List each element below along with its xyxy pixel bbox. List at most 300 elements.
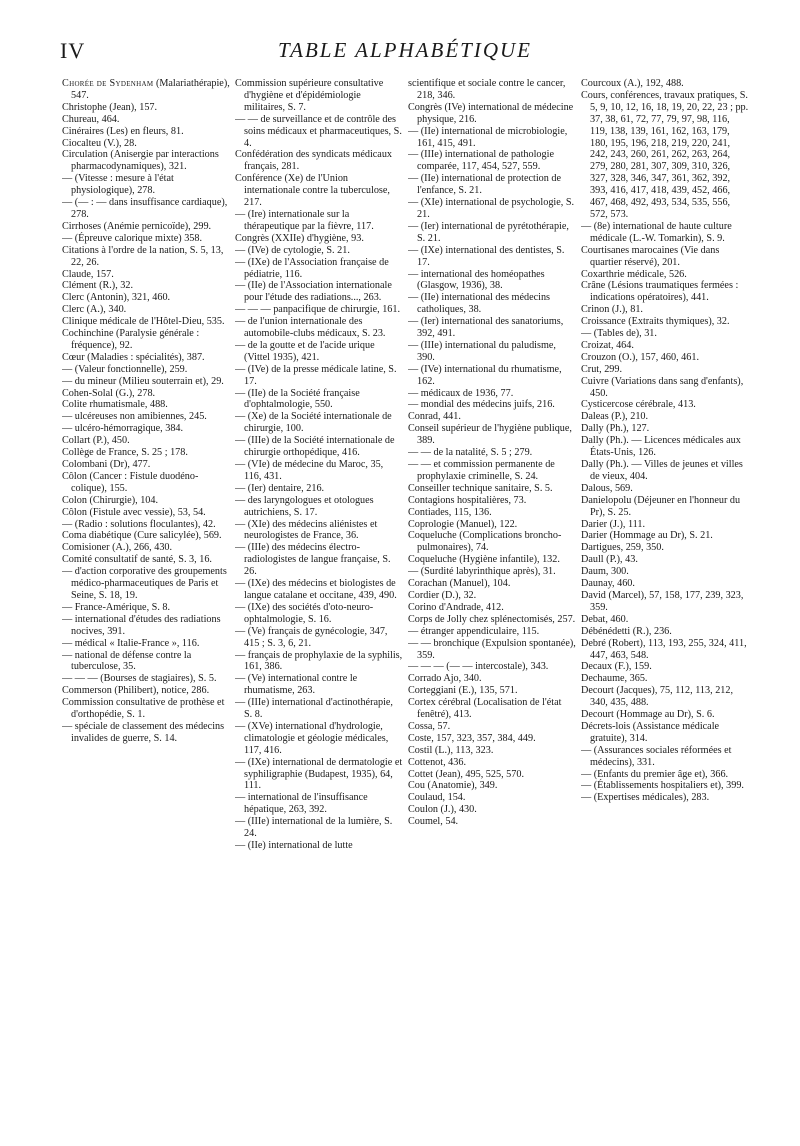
index-entry [581,792,749,804]
entry-text: Cohen-Solal (G.), 278. [62,387,156,399]
entry-text: Côlon (Fistule avec vessie), 53, 54. [62,506,206,518]
entry-text: Decourt (Jacques), 75, 112, 113, 212, 340, 435, 488. [581,685,734,709]
entry-text: Corrado Ajo, 340. [408,673,482,685]
entry-text: — (Épreuve calorique mixte) 358. [62,232,203,244]
entry-text: Colite rhumatismale, 488. [62,399,168,411]
index-entry [62,173,230,197]
index-entry [235,542,403,578]
index-entry [62,149,230,173]
index-entry [581,269,749,281]
index-entry [235,435,403,459]
index-entry [581,304,749,316]
entry-text: — (Ve) français de gynécologie, 347, 415 ; S. 3, 6, 21. [235,625,388,649]
entry-text: Coste, 157, 323, 357, 384, 449. [408,732,536,744]
index-entry [581,780,749,792]
index-entry [581,661,749,673]
index-entry [235,673,403,697]
index-entry [581,280,749,304]
entry-text: — ulcéreuses non amibiennes, 245. [62,411,207,423]
entry-text: — médicaux de 1936, 77. [408,387,514,399]
index-entry [235,816,403,840]
entry-text: — (IVe) de cytologie, S. 21. [235,244,350,256]
index-entry [62,411,230,423]
entry-text: — (IIIe) des médecins électro-radiologistes de langue française, S. 26. [235,542,391,578]
index-entry [62,364,230,376]
entry-text: Debré (Robert), 113, 193, 255, 324, 411, 447, 463, 548. [581,637,747,661]
index-entry [581,495,749,519]
entry-text: Daleas (P.), 210. [581,411,649,423]
index-entry [408,221,576,245]
index-entry [408,423,576,447]
entry-text: — étranger appendiculaire, 115. [408,625,540,637]
index-entry [408,602,576,614]
entry-text: Darier (Hommage au Dr), S. 21. [581,530,713,542]
index-entry [408,614,576,626]
entry-text: — (IIIe) de la Société internationale de chirurgie orthopédique, 416. [235,435,395,459]
entry-text: — de l'union internationale des automobile-clubs médicaux, S. 23. [235,316,386,340]
entry-text: — (XIe) des médecins aliénistes et neurologistes de France, 36. [235,518,378,542]
entry-text: Courcoux (A.), 192, 488. [581,78,684,89]
entry-text: Corachan (Manuel), 104. [408,578,511,590]
index-entry [62,507,230,519]
entry-text: — (IIIe) international d'actinothérapie, S. 8. [235,697,393,721]
entry-text: Coprologie (Manuel), 122. [408,518,518,530]
entry-text: — (Établissements hospitaliers et), 399. [581,780,744,792]
index-entry [581,245,749,269]
entry-text: — (IVe) international du rhumatisme, 162. [408,363,562,387]
index-entry [581,483,749,495]
index-entry [408,519,576,531]
index-entry [62,721,230,745]
index-entry [408,721,576,733]
index-entry [581,590,749,614]
entry-text: — (IIe) de l'Association internationale pour l'étude des radiations..., 263. [235,280,392,304]
entry-text: Congrès (XXIIe) d'hygiène, 93. [235,232,364,244]
entry-text: — (Ier) international des sanatoriums, 392, 491. [408,316,564,340]
index-entry [235,578,403,602]
index-entry [62,554,230,566]
entry-text: Debat, 460. [581,613,629,625]
entry-text: Cottenot, 436. [408,756,467,768]
index-entry [408,685,576,697]
index-entry [62,102,230,114]
entry-text: — (IXe) international de dermatologie et syphiligraphie (Budapest, 1935), 64, 111. [235,756,403,792]
index-entry [62,638,230,650]
entry-text: Decourt (Hommage au Dr), S. 6. [581,709,715,721]
index-entry [62,530,230,542]
index-entry [581,352,749,364]
entry-text: Cours, conférences, travaux pratiques, S. 5, 9, 10, 12, 16, 18, 19, 20, 22, 23 ; pp. 37, 38, 61, 72, 77, 79, 97, 98, 116, 119, 138, 139, 161, 162, 163, 179, 180, 195, 196, 218, 219, 220, 241, 242, 243, 260, 261, 262, 263, 264, 279, 280, 281, 307, 309, 310, 326, 327, 328, 346, 347, 361, 362, 392, 393, 416, 417, 418, 439, 452, 466, 467, 468, 492, 493, 534, 535, 556, 572, 573. [581,89,749,220]
entry-text: — France-Amérique, S. 8. [62,601,171,613]
entry-text: — (Ier) dentaire, 216. [235,482,325,494]
index-entry [235,483,403,495]
entry-text: — (IIe) international de microbiologie, 161, 415, 491. [408,125,568,149]
entry-text: Coma diabétique (Cure salicylée), 569. [62,530,222,542]
index-entry [581,376,749,400]
index-entry [581,638,749,662]
entry-text: Cortex cérébral (Localisation de l'état fenêtré), 413. [408,697,562,721]
index-entry [235,245,403,257]
index-entry [62,399,230,411]
index-entry [408,530,576,554]
index-entry [581,554,749,566]
entry-text: — national de défense contre la tuberculose, 35. [62,649,192,673]
entry-text: Collège de France, S. 25 ; 178. [62,447,188,459]
entry-text: — spéciale de classement des médecins invalides de guerre, S. 14. [62,720,225,744]
index-entry [235,519,403,543]
index-entry [235,840,403,852]
entry-text: Coqueluche (Complications broncho-pulmonaires), 74. [408,530,562,554]
index-column-1 [62,78,230,1138]
entry-text: Débénédetti (R.), 236. [581,625,672,637]
index-entry [408,126,576,150]
entry-name: Chorée de Sydenham [62,78,154,89]
index-entry [62,233,230,245]
index-entry [581,721,749,745]
index-entry [62,352,230,364]
index-entry [62,495,230,507]
index-entry [62,602,230,614]
index-entry [235,304,403,316]
index-entry [62,388,230,400]
index-entry [235,78,403,114]
entry-text: Courtisanes marocaines (Vie dans quartier réservé), 201. [581,244,720,268]
index-entry [581,364,749,376]
entry-text: — (IIe) international de protection de l'enfance, S. 21. [408,173,562,197]
index-entry [408,757,576,769]
entry-text: — (Vitesse : mesure à l'état physiologique), 278. [62,173,174,197]
index-entry [62,614,230,638]
index-entry [408,507,576,519]
entry-text: Croissance (Extraits thymiques), 32. [581,316,730,328]
index-entry [235,149,403,173]
index-entry [581,614,749,626]
entry-text: — (Enfants du premier âge et), 366. [581,768,729,780]
index-entry [235,697,403,721]
index-entry [408,459,576,483]
entry-text: — ulcéro-hémorragique, 384. [62,423,184,435]
index-entry [62,114,230,126]
entry-text: Dally (Ph.), 127. [581,423,650,435]
entry-text: — (IXe) de l'Association française de pédiatrie, 116. [235,256,389,280]
entry-text: Cottet (Jean), 495, 525, 570. [408,768,525,780]
index-entry [408,447,576,459]
entry-text: Cysticercose cérébrale, 413. [581,399,696,411]
entry-text: — (IXe) des sociétés d'oto-neuro-ophtalmologie, S. 16. [235,601,374,625]
entry-text: Costil (L.), 113, 323. [408,744,494,756]
index-entry [408,316,576,340]
index-entry [62,423,230,435]
index-entry [235,173,403,209]
index-entry [235,757,403,793]
index-entry [408,554,576,566]
index-entry [62,304,230,316]
index-entry [408,197,576,221]
index-entry [62,685,230,697]
index-entry [62,435,230,447]
index-entry [235,495,403,519]
index-entry [235,233,403,245]
index-entry [581,423,749,435]
index-entry [62,697,230,721]
index-entry [62,138,230,150]
entry-text: Crut, 299. [581,363,623,375]
index-entry [235,650,403,674]
index-entry [581,316,749,328]
entry-text: Corino d'Andrade, 412. [408,601,504,613]
entry-text: — (Xe) de la Société internationale de chirurgie, 100. [235,411,392,435]
entry-text: Cœur (Maladies : spécialités), 387. [62,351,205,363]
index-entry [581,340,749,352]
entry-text: Conseiller technique sanitaire, S. 5. [408,482,553,494]
entry-text: — international des homéopathes (Glasgow, 1936), 38. [408,268,545,292]
entry-text: Commission consultative de prothèse et d'orthopédie, S. 1. [62,697,225,721]
index-entry [581,566,749,578]
index-entry [62,328,230,352]
entry-text: Clinique médicale de l'Hôtel-Dieu, 535. [62,316,225,328]
entry-text: — (Radio : solutions floculantes), 42. [62,518,216,530]
entry-text: Ciocalteu (V.), 28. [62,137,137,149]
index-entry [235,721,403,757]
index-entry [408,804,576,816]
entry-text: Claude, 157. [62,268,114,280]
index-entry [408,245,576,269]
entry-text: Cou (Anatomie), 349. [408,780,498,792]
entry-text: — (IIIe) international de la lumière, S. 24. [235,816,393,840]
index-entry [408,483,576,495]
index-entry [408,102,576,126]
index-entry [581,542,749,554]
index-entry [408,733,576,745]
entry-text: — (IIIe) international du paludisme, 390. [408,339,556,363]
index-entry [408,149,576,173]
index-entry [62,280,230,292]
entry-text: Conrad, 441. [408,411,461,423]
index-entry [62,316,230,328]
entry-text: Dally (Ph.). — Licences médicales aux États-Unis, 126. [581,435,741,459]
entry-text: Corteggiani (E.), 135, 571. [408,685,518,697]
index-entry [581,530,749,542]
index-entry [408,697,576,721]
index-entry [62,519,230,531]
index-column-4 [581,78,749,1138]
index-entry [235,316,403,340]
index-entry [235,459,403,483]
entry-text: — — de surveillance et de contrôle des soins médicaux et pharmaceutiques, S. 4. [235,113,402,149]
entry-text: Cordier (D.), 32. [408,589,477,601]
index-entry [581,769,749,781]
index-entry [235,602,403,626]
index-entry [408,626,576,638]
index-entry [408,566,576,578]
entry-text: — — bronchique (Expulsion spontanée), 359. [408,637,576,661]
entry-text: Cuivre (Variations dans sang d'enfants), 450. [581,375,744,399]
index-entry [62,245,230,269]
entry-text: Confédération des syndicats médicaux français, 281. [235,149,393,173]
index-columns [62,78,752,1138]
index-entry [235,792,403,816]
entry-text: Conseil supérieur de l'hygiène publique, 389. [408,423,572,447]
entry-text: Circulation (Anisergie par interactions pharmacodynamiques), 321. [62,149,219,173]
entry-text: — des laryngologues et otologues autrichiens, S. 17. [235,494,374,518]
entry-text: scientifique et sociale contre le cancer, 218, 346. [408,78,566,101]
entry-text: Chureau, 464. [62,113,120,125]
entry-text: — du mineur (Milieu souterrain et), 29. [62,375,224,387]
entry-text: Commerson (Philibert), notice, 286. [62,685,210,697]
index-entry [62,447,230,459]
index-entry [581,411,749,423]
entry-text: — (XIe) international de psychologie, S. 21. [408,197,575,220]
entry-text: Conférence (Xe) de l'Union internationale contre la tuberculose, 217. [235,173,390,209]
entry-text: Clément (R.), 32. [62,280,134,292]
index-entry [235,411,403,435]
index-entry [62,269,230,281]
entry-text: — (Expertises médicales), 283. [581,792,710,804]
index-entry [408,816,576,828]
entry-text: — — — (Bourses de stagiaires), S. 5. [62,673,217,685]
entry-text: Coqueluche (Hygiène infantile), 132. [408,554,560,566]
entry-text: — (Ire) internationale sur la thérapeutique par la fièvre, 117. [235,208,374,232]
entry-text: Côlon (Cancer : Fistule duodéno-colique), 155. [62,470,199,494]
entry-text: — (IIe) international des médecins catholiques, 38. [408,292,551,316]
entry-text: Christophe (Jean), 157. [62,101,158,113]
entry-text: — (IXe) des médecins et biologistes de langue catalane et occitane, 439, 490. [235,578,397,601]
index-entry [62,459,230,471]
entry-text: — d'action corporative des groupements médico-pharmaceutiques de Paris et Seine, S. 18, 19. [62,566,227,601]
entry-text: Congrès (IVe) international de médecine physique, 216. [408,101,574,125]
index-entry [235,626,403,650]
entry-text: — (IIe) de la Société française d'ophtalmologie, 550. [235,387,360,411]
index-entry [408,388,576,400]
entry-text: — (IXe) international des dentistes, S. 17. [408,244,565,268]
entry-text: Dally (Ph.). — Villes de jeunes et villes de vieux, 404. [581,459,743,482]
index-entry [62,126,230,138]
index-column-3 [408,78,576,1138]
index-entry [581,519,749,531]
entry-text: Décrets-lois (Assistance médicale gratuite), 314. [581,720,720,744]
index-entry [408,399,576,411]
page-header [60,38,750,70]
entry-text: Daum, 300. [581,566,629,578]
entry-text: Commission supérieure consultative d'hygiène et d'épidémiologie militaires, S. 7. [235,78,384,113]
entry-text: Daull (P.), 43. [581,554,638,566]
index-entry [581,745,749,769]
index-entry [581,459,749,483]
index-entry [581,90,749,221]
index-entry [581,221,749,245]
entry-text: Cochinchine (Paralysie générale : fréquence), 92. [62,328,200,351]
index-entry [408,340,576,364]
index-entry [408,745,576,757]
entry-text: Coulaud, 154. [408,792,466,804]
index-entry [581,399,749,411]
index-entry [235,340,403,364]
entry-text: — (VIe) de médecine du Maroc, 35, 116, 431. [235,459,384,482]
index-entry [408,173,576,197]
entry-text: (Malariathérapie), 547. [71,78,230,101]
entry-text: Corps de Jolly chez splénectomisés, 257. [408,613,576,625]
entry-text: Comité consultatif de santé, S. 3, 16. [62,554,212,566]
index-entry [581,578,749,590]
entry-text: Clerc (A.), 340. [62,304,127,316]
entry-text: Darier (J.), 111. [581,518,646,530]
entry-text: Dartigues, 259, 350. [581,542,664,554]
index-entry [235,209,403,233]
entry-text: Contagions hospitalières, 73. [408,494,527,506]
index-entry [408,495,576,507]
entry-text: Coulon (J.), 430. [408,804,477,816]
entry-text: Daunay, 460. [581,578,635,590]
index-entry [62,673,230,685]
index-entry [235,257,403,281]
entry-text: Comisioner (A.), 266, 430. [62,542,173,554]
entry-text: — — — (— — intercostale), 343. [408,661,549,673]
entry-text: — international de l'insuffisance hépatique, 263, 392. [235,792,368,816]
entry-text: Colon (Chirurgie), 104. [62,494,159,506]
index-entry [62,542,230,554]
entry-text: — (Assurances sociales réformées et médecins), 331. [581,744,732,768]
entry-text: Crinon (J.), 81. [581,304,643,316]
entry-text: — (8e) international de haute culture médicale (L.-W. Tomarkin), S. 9. [581,220,732,244]
index-entry [235,388,403,412]
entry-text: — (Tables de), 31. [581,328,657,340]
index-entry [581,673,749,685]
index-entry [62,78,230,102]
index-entry [408,292,576,316]
entry-text: Colombani (Dr), 477. [62,459,151,470]
entry-text: Cossa, 57. [408,720,451,732]
entry-text: Cinéraires (Les) en fleurs, 81. [62,125,184,137]
entry-text: — — de la natalité, S. 5 ; 279. [408,447,533,459]
entry-text: Collart (P.), 450. [62,435,130,447]
index-entry [581,685,749,709]
entry-text: — (XVe) international d'hydrologie, climatologie et géologie médicales, 117, 416. [235,720,389,756]
index-entry [62,376,230,388]
entry-text: Contiades, 115, 136. [408,506,492,518]
entry-text: David (Marcel), 57, 158, 177, 239, 323, 359. [581,589,744,613]
index-entry [581,709,749,721]
index-entry [408,780,576,792]
index-entry [408,792,576,804]
entry-text: — français de prophylaxie de la syphilis, 161, 386. [235,649,403,673]
index-entry [235,364,403,388]
index-entry [408,590,576,602]
entry-text: — (IIIe) international de pathologie comparée, 117, 454, 527, 559. [408,149,554,173]
entry-text: Cirrhoses (Anémie pernicoïde), 299. [62,220,212,232]
entry-text: Citations à l'ordre de la nation, S. 5, 13, 22, 26. [62,244,224,268]
index-entry [408,364,576,388]
index-entry [581,626,749,638]
entry-text: — (IIe) international de lutte [235,840,353,851]
entry-text: — de la goutte et de l'acide urique (Vittel 1935), 421. [235,339,375,363]
entry-text: Danielopolu (Déjeuner en l'honneur du Pr), S. 25. [581,494,741,518]
entry-text: Dalous, 569. [581,482,633,494]
entry-text: Coxarthrie médicale, 526. [581,268,687,280]
index-entry [408,78,576,102]
entry-text: Decaux (F.), 159. [581,661,652,673]
entry-text: Coumel, 54. [408,816,459,828]
entry-text: — international d'études des radiations nocives, 391. [62,613,221,637]
entry-text: Crâne (Lésions traumatiques fermées : indications opératoires), 441. [581,280,739,304]
entry-text: — (Valeur fonctionnelle), 259. [62,363,188,375]
index-entry [62,221,230,233]
index-entry [408,578,576,590]
entry-text: — mondial des médecins juifs, 216. [408,399,555,411]
index-entry [408,411,576,423]
index-entry [408,673,576,685]
index-entry [62,292,230,304]
index-entry [62,471,230,495]
